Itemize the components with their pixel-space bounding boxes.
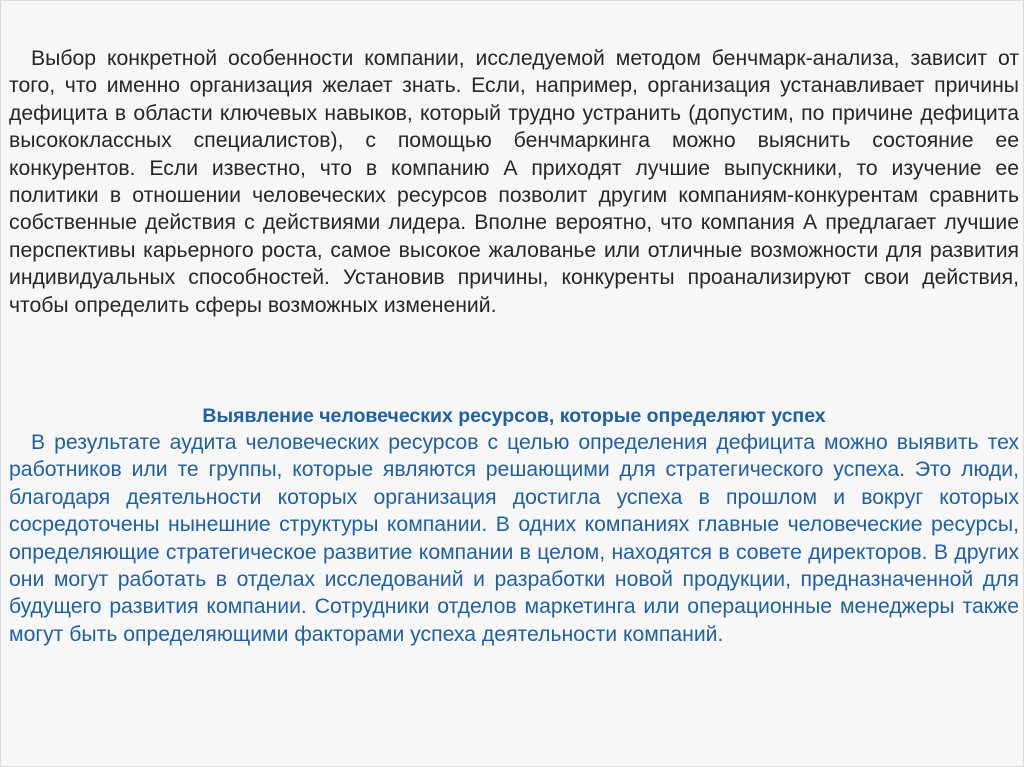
benchmark-paragraph: Выбор конкретной особенности компании, исследуемой методом бенчмарк-анализа, зависит от того, что именно организация желает знать. Если, например, организация устанавливает причины дефицита в области ключевых навыков, который трудно устранить (допустим, по причине дефицита высококлассных специалистов), с помощью бенчмаркинга можно выяснить состояние ее конкурентов. Если известно, что в компанию А приходят лучшие выпускники, то изучение ее политики в отношении человеческих ресурсов позволит другим компаниям-конкурентам сравнить собственные действия с действиями лидера. Вполне вероятно, что компания А предлагает лучшие перспективы карьерного роста, самое высокое жалованье или отличные возможности для развития индивидуальных способностей. Установив причины, конкуренты проанализируют свои действия, чтобы определить сферы возможных изменений. (9, 47, 1019, 317)
section-heading: Выявление человеческих ресурсов, которые определяют успех (202, 405, 826, 427)
human-resources-paragraph: В результате аудита человеческих ресурсов с целью определения дефицита можно выявить тех работников или те группы, которые являются решающими для стратегического успеха. Это люди, благодаря деятельности которых организация достигла успеха в прошлом и вокруг которых сосредоточены нынешние структуры компании. В одних компаниях главные человеческие ресурсы, определяющие стратегическое развитие компании в целом, находятся в совете директоров. В других они могут работать в отделах исследований и разработки новой продукции, предназначенной для будущего развития компании. Сотрудники отделов маркетинга или операционные менеджеры также могут быть определяющими факторами успеха деятельности компаний. (9, 431, 1019, 646)
